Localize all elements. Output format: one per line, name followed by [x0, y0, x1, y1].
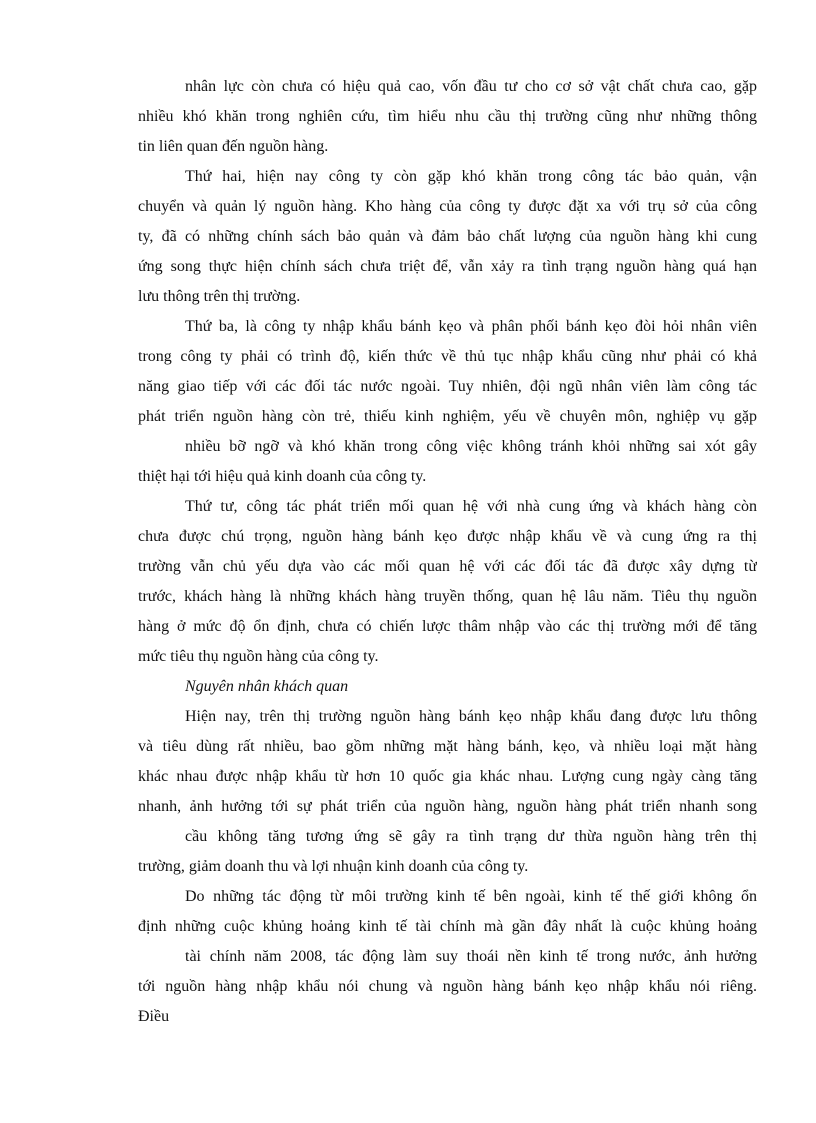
text-line: cầu không tăng tương ứng sẽ gây ra tình trạng dư thừa nguồn hàng trên thị	[185, 828, 757, 845]
text-line: chuyển và quản lý nguồn hàng. Kho hàng của công ty được đặt xa với trụ sở của công	[138, 198, 757, 215]
text-line: ứng song thực hiện chính sách chưa triệt để, vẫn xảy ra tình trạng nguồn hàng quá hạn	[138, 258, 757, 275]
text-line: Điều	[138, 1008, 170, 1025]
text-line: phát triển nguồn hàng còn trẻ, thiếu kinh nghiệm, yếu về chuyên môn, nghiệp vụ gặp	[138, 408, 757, 425]
text-line: trường, giảm doanh thu và lợi nhuận kinh doanh của công ty.	[138, 858, 529, 875]
text-line: tài chính năm 2008, tác động làm suy thoái nền kinh tế trong nước, ảnh hưởng	[185, 948, 757, 965]
text-line: thiệt hại tới hiệu quả kinh doanh của công ty.	[138, 468, 427, 485]
text-line: tới nguồn hàng nhập khẩu nói chung và nguồn hàng bánh kẹo nhập khẩu nói riêng.	[138, 978, 757, 995]
section-heading: Nguyên nhân khách quan	[185, 678, 349, 695]
text-line: Do những tác động từ môi trường kinh tế bên ngoài, kinh tế thế giới không ổn	[185, 888, 757, 905]
text-line: ty, đã có những chính sách bảo quản và đảm bảo chất lượng của nguồn hàng khi cung	[138, 228, 757, 245]
text-line: trong công ty phải có trình độ, kiến thức về thủ tục nhập khẩu cũng như phải có khả	[138, 348, 757, 365]
text-line: định những cuộc khủng hoảng kinh tế tài chính mà gần đây nhất là cuộc khủng hoảng	[138, 918, 757, 935]
text-line: nhiều bỡ ngỡ và khó khăn trong công việc không tránh khỏi những sai xót gây	[185, 438, 757, 455]
text-line: Hiện nay, trên thị trường nguồn hàng bánh kẹo nhập khẩu đang được lưu thông	[185, 708, 757, 725]
text-line: mức tiêu thụ nguồn hàng của công ty.	[138, 648, 379, 665]
text-line: khác nhau được nhập khẩu từ hơn 10 quốc gia khác nhau. Lượng cung ngày càng tăng	[138, 768, 757, 785]
body-text	[138, 72, 757, 1032]
text-line: Thứ tư, công tác phát triển mối quan hệ với nhà cung ứng và khách hàng còn	[185, 498, 757, 515]
text-line: nhanh, ảnh hưởng tới sự phát triển của nguồn hàng, nguồn hàng phát triển nhanh song	[138, 798, 757, 815]
text-line: lưu thông trên thị trường.	[138, 288, 301, 305]
text-line: tin liên quan đến nguồn hàng.	[138, 138, 329, 155]
text-line: trước, khách hàng là những khách hàng truyền thống, quan hệ lâu năm. Tiêu thụ nguồn	[138, 588, 757, 605]
text-line: nhiều khó khăn trong nghiên cứu, tìm hiểu nhu cầu thị trường cũng như những thông	[138, 108, 757, 125]
text-line: trường vẫn chủ yếu dựa vào các mối quan hệ với các đối tác đã được xây dựng từ	[138, 558, 757, 575]
text-line: năng giao tiếp với các đối tác nước ngoài. Tuy nhiên, đội ngũ nhân viên làm công tác	[138, 378, 757, 395]
text-line: Thứ hai, hiện nay công ty còn gặp khó khăn trong công tác bảo quản, vận	[185, 168, 757, 185]
text-line: nhân lực còn chưa có hiệu quả cao, vốn đầu tư cho cơ sở vật chất chưa cao, gặp	[185, 78, 757, 95]
text-line: Thứ ba, là công ty nhập khẩu bánh kẹo và phân phối bánh kẹo đòi hỏi nhân viên	[185, 318, 757, 335]
text-line: chưa được chú trọng, nguồn hàng bánh kẹo được nhập khẩu về và cung ứng ra thị	[138, 528, 757, 545]
text-line: hàng ở mức độ ổn định, chưa có chiến lược thâm nhập vào các thị trường mới để tăng	[138, 618, 757, 635]
text-line: và tiêu dùng rất nhiều, bao gồm những mặt hàng bánh, kẹo, và nhiều loại mặt hàng	[138, 738, 757, 755]
